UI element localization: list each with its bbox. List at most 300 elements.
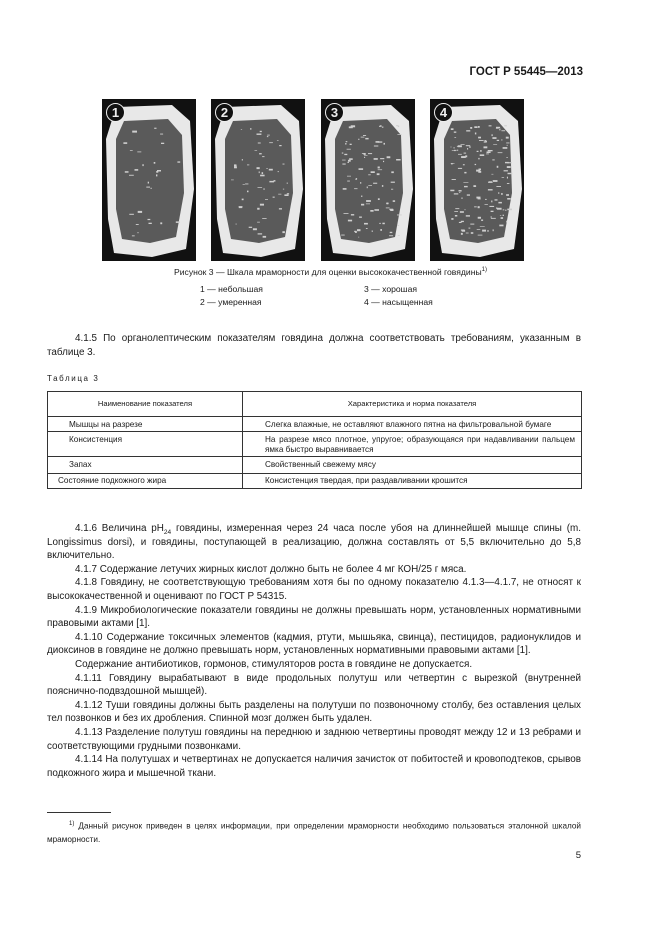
marbling-fleck [374,158,378,160]
marbling-fleck [489,206,494,207]
marbling-fleck [386,208,390,209]
marbling-fleck [278,194,281,195]
marbling-fleck [461,144,465,145]
marbling-fleck [493,229,494,231]
marbling-fleck [372,231,373,232]
marbling-fleck [507,166,511,168]
marbling-fleck [507,209,512,211]
marbling-fleck [348,162,349,163]
marbling-fleck [148,182,149,184]
marbling-fleck [150,188,152,189]
marbling-fleck [501,140,502,141]
marbling-fleck [350,144,352,145]
marbling-fleck [488,189,493,190]
marbling-panel [102,99,196,261]
marbling-fleck [129,214,134,215]
footnote-separator [47,812,111,813]
marbling-fleck [507,162,512,163]
marbling-fleck [374,209,379,211]
marbling-fleck [138,211,142,213]
marbling-fleck [242,199,244,201]
marbling-fleck [464,186,468,187]
marbling-fleck [267,136,268,137]
marbling-fleck [259,153,262,154]
marbling-fleck [396,159,401,161]
table-header-row [48,392,582,417]
marbling-fleck [454,132,457,133]
marbling-fleck [269,169,273,171]
marbling-panel [211,99,305,261]
marbling-fleck [368,185,372,186]
marbling-fleck [132,235,135,236]
marbling-fleck [506,143,509,144]
marbling-fleck [358,139,360,140]
marbling-fleck [354,188,357,189]
marbling-fleck [258,143,261,144]
marbling-fleck [253,228,257,230]
table-cell-name: Запах [48,457,243,474]
marbling-fleck [283,164,285,165]
marbling-fleck [250,128,251,130]
marbling-fleck [347,181,350,182]
panel-number-badge: 1 [106,103,125,122]
marbling-fleck [491,201,492,203]
marbling-fleck [461,233,463,235]
marbling-fleck [477,151,479,152]
page-number: 5 [575,850,581,861]
marbling-fleck [362,153,364,154]
table-cell-name: Консистенция [48,432,243,457]
marbling-fleck [478,217,481,219]
marbling-fleck [364,223,368,225]
marbling-fleck [491,218,496,219]
table-caption: Таблица 3 [47,374,100,383]
marbling-fleck [496,127,500,128]
marbling-fleck [160,222,162,224]
marbling-fleck [274,180,276,182]
paragraph-4-1-5: 4.1.5 По органолептическим показателям говядина должна соответствовать требованиям, указанным в таблице 3. [47,333,581,358]
marbling-fleck [234,166,237,168]
marbling-fleck [398,126,399,128]
marbling-fleck [365,138,368,140]
marbling-fleck [504,170,508,171]
marbling-fleck [259,171,260,173]
marbling-fleck [492,159,494,160]
marbling-fleck [506,221,507,223]
table-row [48,432,582,457]
marbling-fleck [278,171,279,172]
marbling-fleck [287,183,288,184]
marbling-fleck [257,167,260,169]
marbling-fleck [450,147,451,148]
marbling-fleck [500,215,501,216]
marbling-fleck [506,157,507,158]
marbling-fleck [464,172,466,174]
marbling-fleck [491,217,492,218]
marbling-fleck [361,137,365,138]
marbling-fleck [366,228,368,229]
figure-caption [0,267,661,277]
marbling-fleck [507,145,509,146]
marbling-fleck [495,199,498,200]
marbling-image [102,99,196,261]
marbling-fleck [249,227,252,228]
marbling-fleck [501,130,505,131]
marbling-fleck [380,158,384,159]
marbling-fleck [391,182,395,183]
marbling-fleck [239,206,242,208]
marbling-fleck [502,177,505,178]
marbling-fleck [242,159,243,160]
marbling-fleck [463,164,465,165]
marbling-image [211,99,305,261]
marbling-panel [321,99,415,261]
marbling-fleck [125,171,129,173]
marbling-fleck [231,180,234,181]
marbling-scale-figure [102,99,524,261]
paragraph: 4.1.12 Туши говядины должны быть разделены на полутуши по позвоночному столбу, без оставления целых тел позвонков и без их дробления. Спинной мозг должен быть удален. [47,699,581,725]
marbling-fleck [484,142,487,143]
marbling-fleck [363,135,366,136]
marbling-fleck [478,158,479,160]
marbling-fleck [135,169,139,171]
marbling-fleck [364,157,365,158]
marbling-fleck [257,208,259,210]
marbling-fleck [357,229,361,231]
marbling-fleck [497,208,502,210]
marbling-fleck [347,149,351,150]
marbling-fleck [359,168,364,170]
marbling-fleck [460,211,464,213]
marbling-fleck [507,183,510,184]
marbling-fleck [505,210,506,211]
marbling-fleck [492,134,493,136]
marbling-fleck [450,190,454,192]
marbling-fleck [471,232,474,234]
marbling-fleck [258,187,263,188]
marbling-fleck [451,218,453,220]
marbling-fleck [373,183,377,184]
legend-item: 2 — умеренная [200,297,262,307]
marbling-fleck [343,188,347,190]
marbling-fleck [387,203,388,205]
marbling-fleck [269,142,273,143]
marbling-fleck [148,219,151,220]
table-cell-name: Состояние подкожного жира [48,474,243,489]
marbling-fleck [480,226,485,227]
marbling-fleck [360,182,361,183]
marbling-fleck [374,146,378,147]
table-row [48,417,582,432]
marbling-fleck [161,143,164,144]
marbling-fleck [465,155,467,157]
marbling-fleck [506,194,509,196]
paragraph: 4.1.9 Микробиологические показатели говядины не должны превышать норм, установленных нормативными правовыми актами [1]. [47,604,581,630]
marbling-fleck [368,153,372,154]
marbling-fleck [477,229,481,230]
marbling-fleck [452,179,456,180]
marbling-fleck [461,230,465,231]
marbling-fleck [282,231,285,233]
marbling-fleck [136,224,139,225]
marbling-fleck [284,194,288,196]
marbling-fleck [344,154,347,155]
marbling-fleck [371,171,375,173]
marbling-fleck [260,131,262,132]
marbling-fleck [493,144,497,145]
marbling-image [321,99,415,261]
marbling-fleck [277,140,279,141]
marbling-fleck [382,185,383,187]
marbling-fleck [176,221,180,223]
marbling-panel [430,99,524,261]
marbling-fleck [138,232,139,233]
marbling-fleck [265,199,268,200]
table-row [48,457,582,474]
paragraph: 4.1.11 Говядину вырабатывают в виде продольных полутуш или четвертин с вырезкой (внутренней поясничнo-подвздошной мышцей). [47,672,581,698]
table-3 [47,391,582,489]
marbling-fleck [397,215,402,216]
marbling-fleck [501,193,503,195]
marbling-fleck [467,148,468,150]
marbling-fleck [257,222,260,223]
marbling-fleck [378,169,382,170]
table-cell-name: Мышцы на разрезе [48,417,243,432]
marbling-fleck [459,192,460,193]
marbling-fleck [397,134,401,135]
marbling-fleck [504,125,507,126]
marbling-fleck [391,189,393,190]
marbling-fleck [137,152,141,153]
marbling-fleck [279,208,282,209]
marbling-fleck [499,129,500,131]
marbling-fleck [497,166,499,168]
marbling-fleck [503,147,508,149]
marbling-fleck [454,211,458,212]
marbling-image [430,99,524,261]
marbling-fleck [370,210,373,212]
marbling-fleck [358,237,359,238]
marbling-fleck [387,156,391,158]
marbling-fleck [383,161,384,162]
marbling-fleck [379,223,381,224]
marbling-fleck [480,154,485,156]
paragraph: 4.1.14 На полутушах и четвертинах не допускается наличия зачисток от побитостей и кровоподтеков, срывов подкожного жира и мышечной ткани. [47,754,581,779]
marbling-fleck [257,134,262,135]
footnote-text: Данный рисунок приведен в целях информации, при определении мраморности необходимо пользоваться эталонной шкалой мраморности. [47,821,581,844]
marbling-fleck [142,164,143,166]
marbling-fleck [486,154,489,155]
marbling-fleck [464,210,465,211]
marbling-fleck [361,204,364,206]
document-id: ГОСТ Р 55445—2013 [469,66,583,78]
legend-item: 1 — небольшая [200,284,263,294]
marbling-fleck [487,152,491,154]
panel-number-badge: 3 [325,103,344,122]
marbling-fleck [466,233,469,234]
table-row [48,474,582,489]
marbling-fleck [470,127,472,129]
footnote-marker: 1) [69,821,75,827]
marbling-fleck [130,150,133,151]
marbling-fleck [497,140,499,141]
marbling-fleck [498,192,499,194]
marbling-fleck [349,158,353,160]
marbling-fleck [496,186,501,187]
marbling-fleck [149,223,152,224]
marbling-fleck [348,220,352,222]
marbling-fleck [453,148,455,149]
marbling-fleck [484,146,488,148]
marbling-fleck [243,184,245,185]
marbling-fleck [478,235,483,236]
marbling-fleck [464,153,467,154]
marbling-fleck [177,161,180,162]
marbling-fleck [507,198,511,200]
marbling-fleck [247,191,249,193]
marbling-fleck [342,164,345,165]
footnote-ref: 1) [481,267,487,274]
marbling-fleck [247,165,249,166]
marbling-fleck [263,189,265,190]
paragraph: 4.1.8 Говядину, не соответствующую требованиям хотя бы по одному показателю 4.1.3—4.1.7, не относят к высококачественной и оценивают по ГОСТ Р 54315. [47,577,581,602]
table-cell-value: Свойственный свежему мясу [243,457,582,474]
marbling-fleck [398,235,400,236]
marbling-fleck [454,193,459,194]
marbling-fleck [503,209,505,210]
marbling-fleck [382,127,384,128]
marbling-fleck [384,143,386,145]
marbling-fleck [492,137,496,139]
marbling-fleck [397,225,399,226]
figure-caption-text: Рисунок 3 — Шкала мраморности для оценки высококачественной говядины [174,267,482,277]
marbling-fleck [487,230,488,232]
marbling-fleck [455,208,459,209]
marbling-fleck [479,140,484,141]
marbling-fleck [344,213,349,214]
marbling-fleck [269,181,274,183]
paragraph-4-1-6: 4.1.6 Величина $pH_{24}$ говядины, измеренная через 24 часа после убоя на длиннейшей мышце спины (m. Longissimus dorsi), и говядины, поступающей в реализацию, должна составлять от 5,5 включительно до 5,8 включительно. [47,523,581,562]
marbling-fleck [458,145,462,147]
marbling-fleck [245,184,248,185]
marbling-fleck [346,141,348,142]
marbling-fleck [154,128,156,129]
marbling-fleck [489,125,492,126]
marbling-fleck [469,146,471,147]
marbling-fleck [458,168,462,169]
marbling-fleck [382,223,384,225]
marbling-fleck [129,175,134,176]
paragraph: 4.1.13 Разделение полутуш говядины на переднюю и заднюю четвертины проводят между 12 и 13 ребрами и соответствующими грудными позвонками. [47,726,581,752]
marbling-fleck [455,215,457,217]
legend-item: 4 — насыщенная [364,297,433,307]
marbling-fleck [361,196,362,197]
marbling-fleck [469,228,471,229]
marbling-fleck [342,160,346,161]
marbling-fleck [475,164,477,165]
marbling-fleck [489,181,493,182]
marbling-fleck [262,156,264,157]
marbling-fleck [461,198,463,199]
marbling-fleck [255,150,258,151]
marbling-fleck [466,145,470,146]
marbling-fleck [390,232,393,233]
marbling-fleck [467,194,470,195]
marbling-fleck [364,155,367,156]
marbling-fleck [476,197,480,199]
marbling-fleck [393,200,395,202]
marbling-fleck [123,142,127,144]
paragraph: Содержание антибиотиков, гормонов, стимуляторов роста в говядине не допускается. [75,658,473,670]
marbling-fleck [454,137,456,138]
marbling-fleck [501,217,504,219]
marbling-fleck [262,172,264,174]
marbling-fleck [345,143,346,144]
marbling-fleck [146,187,150,188]
marbling-fleck [451,128,454,130]
marbling-fleck [503,215,504,216]
marbling-fleck [484,140,486,141]
table-header-cell: Наименование показателя [48,392,243,417]
marbling-fleck [351,214,354,215]
marbling-fleck [508,173,513,174]
panel-number-badge: 2 [215,103,234,122]
marbling-fleck [132,131,137,133]
paragraph: 4.1.7 Содержание летучих жирных кислот должно быть не более 4 мг КОН/25 г мяса. [75,563,467,575]
marbling-fleck [349,126,353,128]
marbling-fleck [236,224,237,225]
table-header-cell: Характеристика и норма показателя [243,392,582,417]
marbling-fleck [485,199,486,200]
legend-item: 3 — хорошая [364,284,418,294]
marbling-fleck [273,197,275,198]
marbling-fleck [459,190,462,191]
marbling-fleck [160,134,163,135]
table-cell-value: Слегка влажные, не оставляют влажного пятна на фильтровальной бумаге [243,417,582,432]
marbling-fleck [267,135,270,136]
marbling-fleck [474,206,477,207]
marbling-fleck [474,126,477,128]
marbling-fleck [378,167,380,169]
marbling-fleck [366,204,370,205]
marbling-fleck [347,176,351,177]
marbling-fleck [458,154,462,155]
marbling-fleck [389,209,393,210]
marbling-fleck [258,233,263,234]
marbling-fleck [466,130,470,131]
marbling-fleck [481,220,483,221]
body-text [47,522,581,780]
marbling-fleck [482,230,486,232]
marbling-fleck [491,211,494,212]
marbling-fleck [480,150,481,152]
marbling-fleck [498,152,503,153]
marbling-fleck [478,206,480,208]
marbling-fleck [475,133,476,135]
marbling-fleck [506,137,509,139]
marbling-fleck [466,215,470,216]
marbling-fleck [378,198,380,200]
marbling-fleck [368,174,371,175]
marbling-fleck [156,174,157,176]
marbling-fleck [457,150,459,151]
marbling-fleck [157,170,161,172]
marbling-fleck [478,126,480,128]
paragraph: 4.1.10 Содержание токсичных элементов (кадмия, ртути, мышьяка, свинца), пестицидов, радионуклидов и диоксинов в говядине не должно превышать норм, установленных нормативными правовыми актами [1]. [47,631,581,657]
marbling-fleck [478,199,481,200]
table-cell-value: Консистенция твердая, при раздавливании крошится [243,474,582,489]
marbling-fleck [355,179,356,180]
